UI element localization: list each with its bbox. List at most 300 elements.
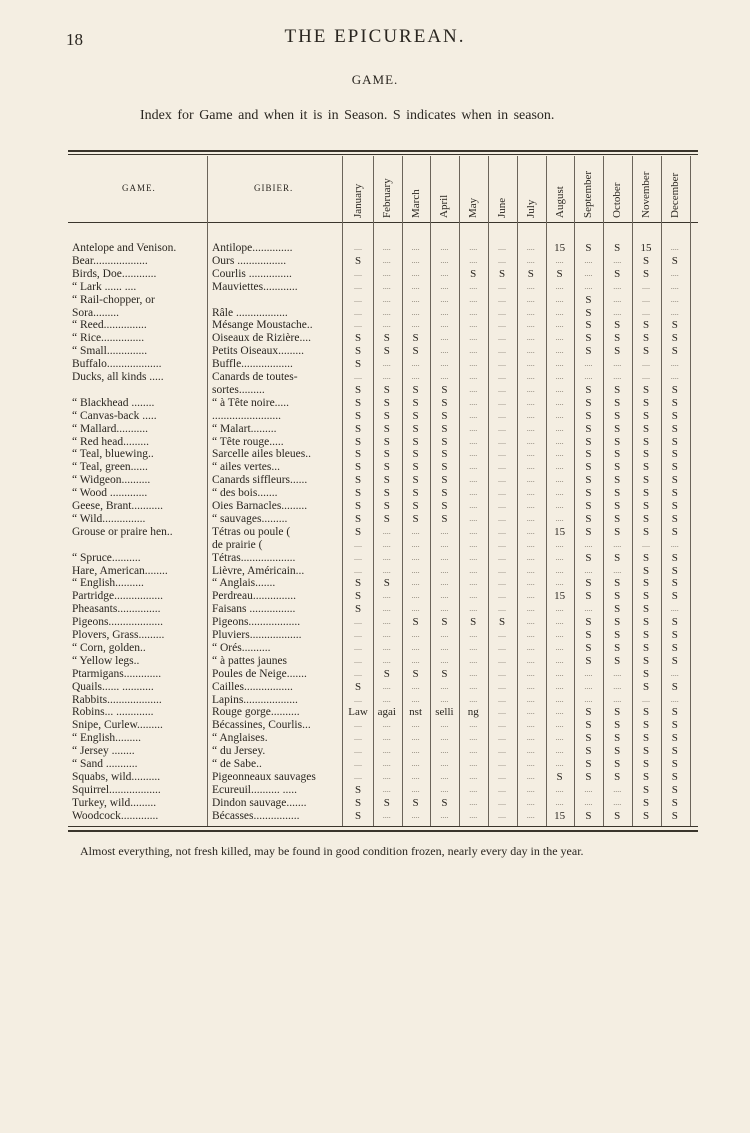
season-cell: .... (354, 655, 362, 665)
season-cell: .... (411, 281, 420, 291)
season-cell: .... (526, 526, 535, 536)
season-cell: .... (526, 681, 535, 691)
season-cell: .... (498, 746, 506, 756)
season-cell: S (441, 616, 448, 629)
season-cell: S (614, 629, 621, 641)
season-cell: .... (526, 307, 535, 317)
season-cell: S (441, 422, 448, 435)
season-cell: S (354, 409, 362, 422)
season-cell: .... (526, 759, 535, 768)
season-cell: S (354, 809, 362, 822)
season-cell: S (585, 487, 592, 500)
season-cell: .... (440, 771, 449, 781)
season-cell: .... (584, 255, 593, 265)
season-cell: .... (382, 733, 391, 743)
gibier-name: sortes......... (212, 383, 265, 396)
season-cell: S (642, 564, 650, 577)
season-cell: .... (526, 746, 535, 756)
season-cell: .... (354, 694, 362, 704)
season-cell: .... (469, 397, 478, 407)
season-cell: .... (469, 733, 478, 743)
season-cell: S (441, 474, 448, 487)
season-cell: .... (469, 578, 478, 588)
game-name: “ Mallard........... (72, 422, 149, 435)
season-cell: S (642, 512, 650, 525)
season-cell: S (354, 435, 362, 448)
season-cell: S (441, 396, 448, 409)
game-name: Partridge................. (72, 590, 164, 603)
season-cell: S (412, 512, 419, 525)
season-cell: .... (440, 784, 449, 794)
season-cell: S (614, 616, 621, 629)
season-cell: .... (440, 655, 449, 665)
season-cell: .... (555, 423, 564, 433)
season-cell: S (354, 603, 362, 616)
gibier-name: Ecureuil.......... ..... (212, 783, 297, 796)
season-cell: .... (469, 488, 478, 498)
season-cell: S (383, 461, 390, 474)
season-cell: S (671, 525, 678, 538)
season-cell: .... (555, 746, 564, 756)
game-name: Hare, American........ (72, 564, 168, 577)
gibier-name: Dindon sauvage....... (212, 796, 307, 809)
game-name: Woodcock............. (72, 809, 159, 822)
season-cell: S (642, 745, 650, 758)
season-cell: .... (498, 539, 506, 549)
season-cell: .... (498, 255, 506, 265)
season-cell: .... (354, 268, 362, 278)
season-cell: .... (498, 526, 506, 536)
season-cell: .... (469, 681, 478, 691)
season-cell: .... (613, 255, 622, 265)
season-cell: S (671, 758, 678, 770)
season-cell: .... (613, 359, 622, 369)
season-cell: S (642, 732, 650, 745)
season-cell: .... (526, 694, 535, 704)
season-cell: .... (382, 565, 391, 575)
season-cell: S (671, 577, 678, 590)
season-cell: .... (498, 307, 506, 317)
season-cell: S (441, 383, 448, 396)
season-cell: .... (498, 642, 506, 652)
season-cell: .... (469, 591, 478, 601)
season-cell: S (642, 267, 650, 280)
season-cell: S (671, 332, 678, 345)
season-cell: .... (440, 320, 449, 330)
season-cell: .... (469, 565, 478, 575)
season-cell: .... (440, 372, 449, 381)
season-cell: .... (411, 733, 420, 743)
season-cell: S (585, 641, 592, 654)
table-top-rule (68, 150, 698, 152)
gibier-name: Petits Oiseaux......... (212, 345, 304, 358)
season-cell: .... (469, 642, 478, 652)
game-name: Plovers, Grass......... (72, 629, 165, 641)
season-cell: .... (555, 797, 564, 807)
season-cell: .... (382, 655, 391, 665)
game-name: Pigeons................... (72, 616, 164, 629)
season-cell: .... (440, 281, 449, 291)
season-cell: .... (411, 681, 420, 691)
season-cell: S (441, 461, 448, 474)
season-cell: .... (584, 281, 593, 291)
season-cell: S (642, 719, 650, 732)
season-cell: .... (440, 642, 449, 652)
season-cell: .... (555, 733, 564, 743)
season-cell: S (671, 680, 678, 693)
game-name: Rabbits................... (72, 693, 162, 706)
game-name: “ Jersey ........ (72, 745, 135, 758)
season-cell: .... (498, 294, 506, 304)
season-cell: S (585, 512, 592, 525)
season-cell: 15 (554, 525, 566, 538)
season-cell: .... (382, 243, 391, 252)
game-name: “ Rail-chopper, or (72, 293, 155, 306)
season-cell: S (614, 461, 621, 474)
season-cell: .... (411, 539, 420, 549)
game-name: Ptarmigans............. (72, 667, 162, 680)
season-cell: S (383, 577, 390, 590)
season-cell: .... (440, 294, 449, 304)
season-cell: S (614, 345, 621, 358)
season-cell: S (614, 267, 621, 280)
season-cell: S (671, 564, 678, 577)
season-cell: S (614, 242, 621, 254)
season-cell: S (354, 358, 362, 371)
season-cell: S (383, 435, 390, 448)
season-cell: S (585, 409, 592, 422)
season-cell: S (412, 487, 419, 500)
season-cell: .... (498, 552, 506, 562)
season-cell: S (671, 254, 678, 267)
season-cell: S (585, 345, 592, 358)
season-cell: S (470, 616, 477, 629)
season-cell: S (642, 422, 650, 435)
season-cell: S (585, 332, 592, 345)
season-cell: S (614, 319, 621, 332)
season-cell: .... (555, 694, 564, 704)
season-cell: S (527, 267, 534, 280)
season-cell: .... (440, 255, 449, 265)
season-cell: .... (469, 294, 478, 304)
season-cell: Law (348, 706, 368, 719)
season-cell: .... (440, 681, 449, 691)
season-cell: .... (498, 359, 506, 369)
season-cell: .... (440, 539, 449, 549)
season-cell: S (354, 796, 362, 809)
season-cell: .... (469, 720, 478, 730)
season-cell: .... (469, 513, 478, 523)
season-cell: S (671, 461, 678, 474)
season-cell: S (671, 345, 678, 358)
gibier-name: Lièvre, Américain... (212, 564, 305, 577)
gibier-name: Antilope.............. (212, 242, 293, 254)
season-cell: .... (526, 294, 535, 304)
season-cell: S (441, 448, 448, 461)
season-cell: S (642, 254, 650, 267)
season-cell: .... (584, 565, 593, 575)
season-cell: S (354, 461, 362, 474)
season-cell: .... (382, 617, 391, 627)
season-cell: S (642, 396, 650, 409)
season-cell: .... (411, 784, 420, 794)
gibier-name: Oiseaux de Rizière.... (212, 332, 311, 345)
season-cell: S (642, 551, 650, 564)
season-cell: .... (526, 488, 535, 498)
footnote: Almost everything, not fresh killed, may be found in good condition frozen, nearly every day in the year. (80, 844, 584, 858)
season-cell: S (585, 242, 592, 254)
gibier-name: Mauviettes............ (212, 280, 298, 293)
season-cell: .... (642, 694, 650, 704)
season-cell: .... (498, 578, 506, 588)
season-cell: .... (526, 552, 535, 562)
season-cell: .... (555, 668, 564, 678)
season-cell: .... (411, 320, 420, 330)
season-cell: S (671, 616, 678, 629)
season-cell: .... (670, 294, 679, 304)
season-cell: S (354, 332, 362, 345)
gibier-name: Pigeonneaux sauvages (212, 770, 316, 783)
season-cell: .... (526, 255, 535, 265)
season-cell: .... (469, 475, 478, 485)
season-cell: .... (469, 243, 478, 252)
season-cell: .... (411, 655, 420, 665)
season-cell: .... (670, 604, 679, 614)
season-cell: .... (526, 397, 535, 407)
season-cell: S (671, 719, 678, 732)
season-cell: .... (526, 784, 535, 794)
running-head: THE EPICUREAN. (284, 26, 466, 47)
gibier-name: “ Malart......... (212, 422, 277, 435)
season-cell: S (354, 383, 362, 396)
season-cell: .... (382, 539, 391, 549)
season-cell: S (585, 448, 592, 461)
season-cell: .... (469, 410, 478, 420)
season-cell: .... (555, 604, 564, 614)
season-cell: .... (584, 604, 593, 614)
season-cell: S (412, 409, 419, 422)
season-cell: .... (469, 333, 478, 343)
season-cell: S (614, 383, 621, 396)
gibier-name: Pigeons.................. (212, 616, 301, 629)
season-cell: .... (354, 733, 362, 743)
season-cell: .... (526, 243, 535, 252)
gibier-name: Tétras................... (212, 551, 296, 564)
season-cell: .... (411, 255, 420, 265)
season-cell: .... (411, 591, 420, 601)
season-cell: .... (354, 720, 362, 730)
season-cell: S (614, 732, 621, 745)
season-cell: .... (555, 449, 564, 459)
gibier-name: Sarcelle ailes bleues.. (212, 448, 311, 461)
game-name: “ Teal, bluewing.. (72, 448, 154, 461)
season-cell: S (585, 654, 592, 667)
season-cell: .... (440, 746, 449, 756)
season-cell: .... (440, 591, 449, 601)
season-cell: .... (411, 810, 420, 820)
season-cell: S (383, 512, 390, 525)
season-cell: S (556, 267, 563, 280)
month-header: May (467, 197, 480, 218)
season-cell: S (383, 332, 390, 345)
gibier-name: “ ailes vertes... (212, 461, 281, 474)
season-cell: .... (354, 668, 362, 678)
season-cell: S (614, 435, 621, 448)
season-cell: .... (469, 346, 478, 356)
game-name: “ Wild............... (72, 512, 146, 525)
season-cell: .... (411, 294, 420, 304)
page-number: 18 (66, 30, 83, 49)
gibier-name: Bécassines, Courlis... (212, 719, 311, 732)
season-cell: .... (498, 694, 506, 704)
season-cell: S (614, 758, 621, 770)
season-cell: .... (469, 539, 478, 549)
season-cell: S (383, 422, 390, 435)
season-cell: S (614, 577, 621, 590)
season-cell: S (671, 809, 678, 822)
season-cell: S (671, 770, 678, 783)
season-cell: S (412, 667, 419, 680)
season-cell: .... (555, 294, 564, 304)
season-cell: .... (411, 642, 420, 652)
table-top-rule-thin (68, 154, 698, 155)
season-cell: .... (498, 565, 506, 575)
game-name: Snipe, Curlew......... (72, 719, 163, 732)
season-cell: .... (440, 604, 449, 614)
season-cell: S (412, 461, 419, 474)
season-cell: S (642, 383, 650, 396)
season-cell: .... (526, 655, 535, 665)
season-cell: S (354, 577, 362, 590)
season-cell: .... (382, 630, 391, 639)
season-cell: .... (526, 513, 535, 523)
game-name: Buffalo................... (72, 358, 162, 371)
gibier-name: “ du Jersey. (212, 745, 266, 758)
season-cell: S (642, 474, 650, 487)
game-name: “ Red head......... (72, 435, 149, 448)
season-cell: .... (498, 436, 506, 446)
season-cell: .... (642, 539, 650, 549)
season-cell: S (671, 732, 678, 745)
season-cell: S (412, 796, 419, 809)
season-cell: .... (670, 539, 679, 549)
season-cell: .... (526, 281, 535, 291)
gibier-name: “ Anglais....... (212, 577, 276, 590)
season-cell: .... (670, 668, 679, 678)
gibier-name: “ Anglaises. (212, 732, 268, 745)
game-name: Sora......... (72, 306, 119, 319)
season-cell: .... (498, 810, 506, 820)
season-cell: .... (526, 591, 535, 601)
month-header: December (668, 172, 681, 218)
season-cell: ng (467, 706, 479, 719)
season-cell: S (642, 603, 650, 616)
table-bottom-rule-thick (68, 830, 698, 832)
game-name: “ Blackhead ........ (72, 396, 155, 409)
gibier-name: Ours ................. (212, 254, 287, 267)
season-cell: S (354, 512, 362, 525)
season-cell: S (412, 332, 419, 345)
season-cell: .... (382, 359, 391, 369)
season-cell: .... (440, 565, 449, 575)
season-cell: .... (555, 513, 564, 523)
season-cell: S (671, 745, 678, 758)
season-cell: S (642, 525, 650, 538)
season-cell: S (671, 796, 678, 809)
season-cell: .... (382, 681, 391, 691)
season-cell: .... (555, 707, 564, 717)
season-cell: S (671, 396, 678, 409)
season-cell: S (585, 500, 592, 512)
season-cell: .... (670, 307, 679, 317)
season-cell: .... (382, 604, 391, 614)
season-cell: .... (469, 384, 478, 394)
season-cell: .... (555, 346, 564, 356)
season-cell: .... (642, 372, 650, 381)
season-cell: .... (498, 784, 506, 794)
season-cell: S (441, 435, 448, 448)
section-title: GAME. (351, 72, 399, 87)
season-cell: S (585, 616, 592, 629)
season-cell: S (412, 616, 419, 629)
season-cell: .... (469, 436, 478, 446)
gibier-name: Cailles................. (212, 680, 293, 693)
game-name: Turkey, wild......... (72, 796, 157, 809)
season-cell: S (671, 706, 678, 719)
season-cell: .... (498, 320, 506, 330)
game-name: Bear................... (72, 254, 148, 267)
season-cell: .... (555, 501, 564, 510)
season-cell: .... (642, 294, 650, 304)
season-cell: S (585, 719, 592, 732)
season-cell: .... (526, 617, 535, 627)
season-cell: .... (498, 655, 506, 665)
season-cell: S (642, 796, 650, 809)
season-cell: S (671, 448, 678, 461)
game-name: “ Sand ........... (72, 758, 138, 770)
season-cell: .... (354, 552, 362, 562)
gibier-name: “ à pattes jaunes (212, 654, 288, 667)
season-cell: .... (469, 372, 478, 381)
season-cell: S (412, 396, 419, 409)
season-cell: .... (382, 591, 391, 601)
season-cell: .... (613, 307, 622, 317)
season-cell: .... (555, 384, 564, 394)
season-cell: .... (584, 681, 593, 691)
season-cell: .... (584, 359, 593, 369)
season-cell: .... (555, 397, 564, 407)
season-cell: .... (526, 423, 535, 433)
season-cell: S (614, 409, 621, 422)
season-cell: .... (555, 784, 564, 794)
gibier-name: Rouge gorge.......... (212, 706, 300, 719)
season-cell: .... (411, 268, 420, 278)
season-cell: S (354, 474, 362, 487)
season-cell: .... (354, 746, 362, 756)
season-cell: .... (555, 359, 564, 369)
season-cell: S (383, 448, 390, 461)
season-cell: S (642, 500, 650, 512)
season-cell: .... (354, 539, 362, 549)
month-header: April (438, 194, 451, 218)
col-game-header: GAME. (122, 183, 156, 193)
season-cell: S (441, 796, 448, 809)
season-cell: .... (382, 372, 391, 381)
season-cell: .... (526, 707, 535, 717)
season-cell: .... (526, 462, 535, 472)
month-header: August (553, 186, 566, 218)
season-cell: .... (382, 255, 391, 265)
